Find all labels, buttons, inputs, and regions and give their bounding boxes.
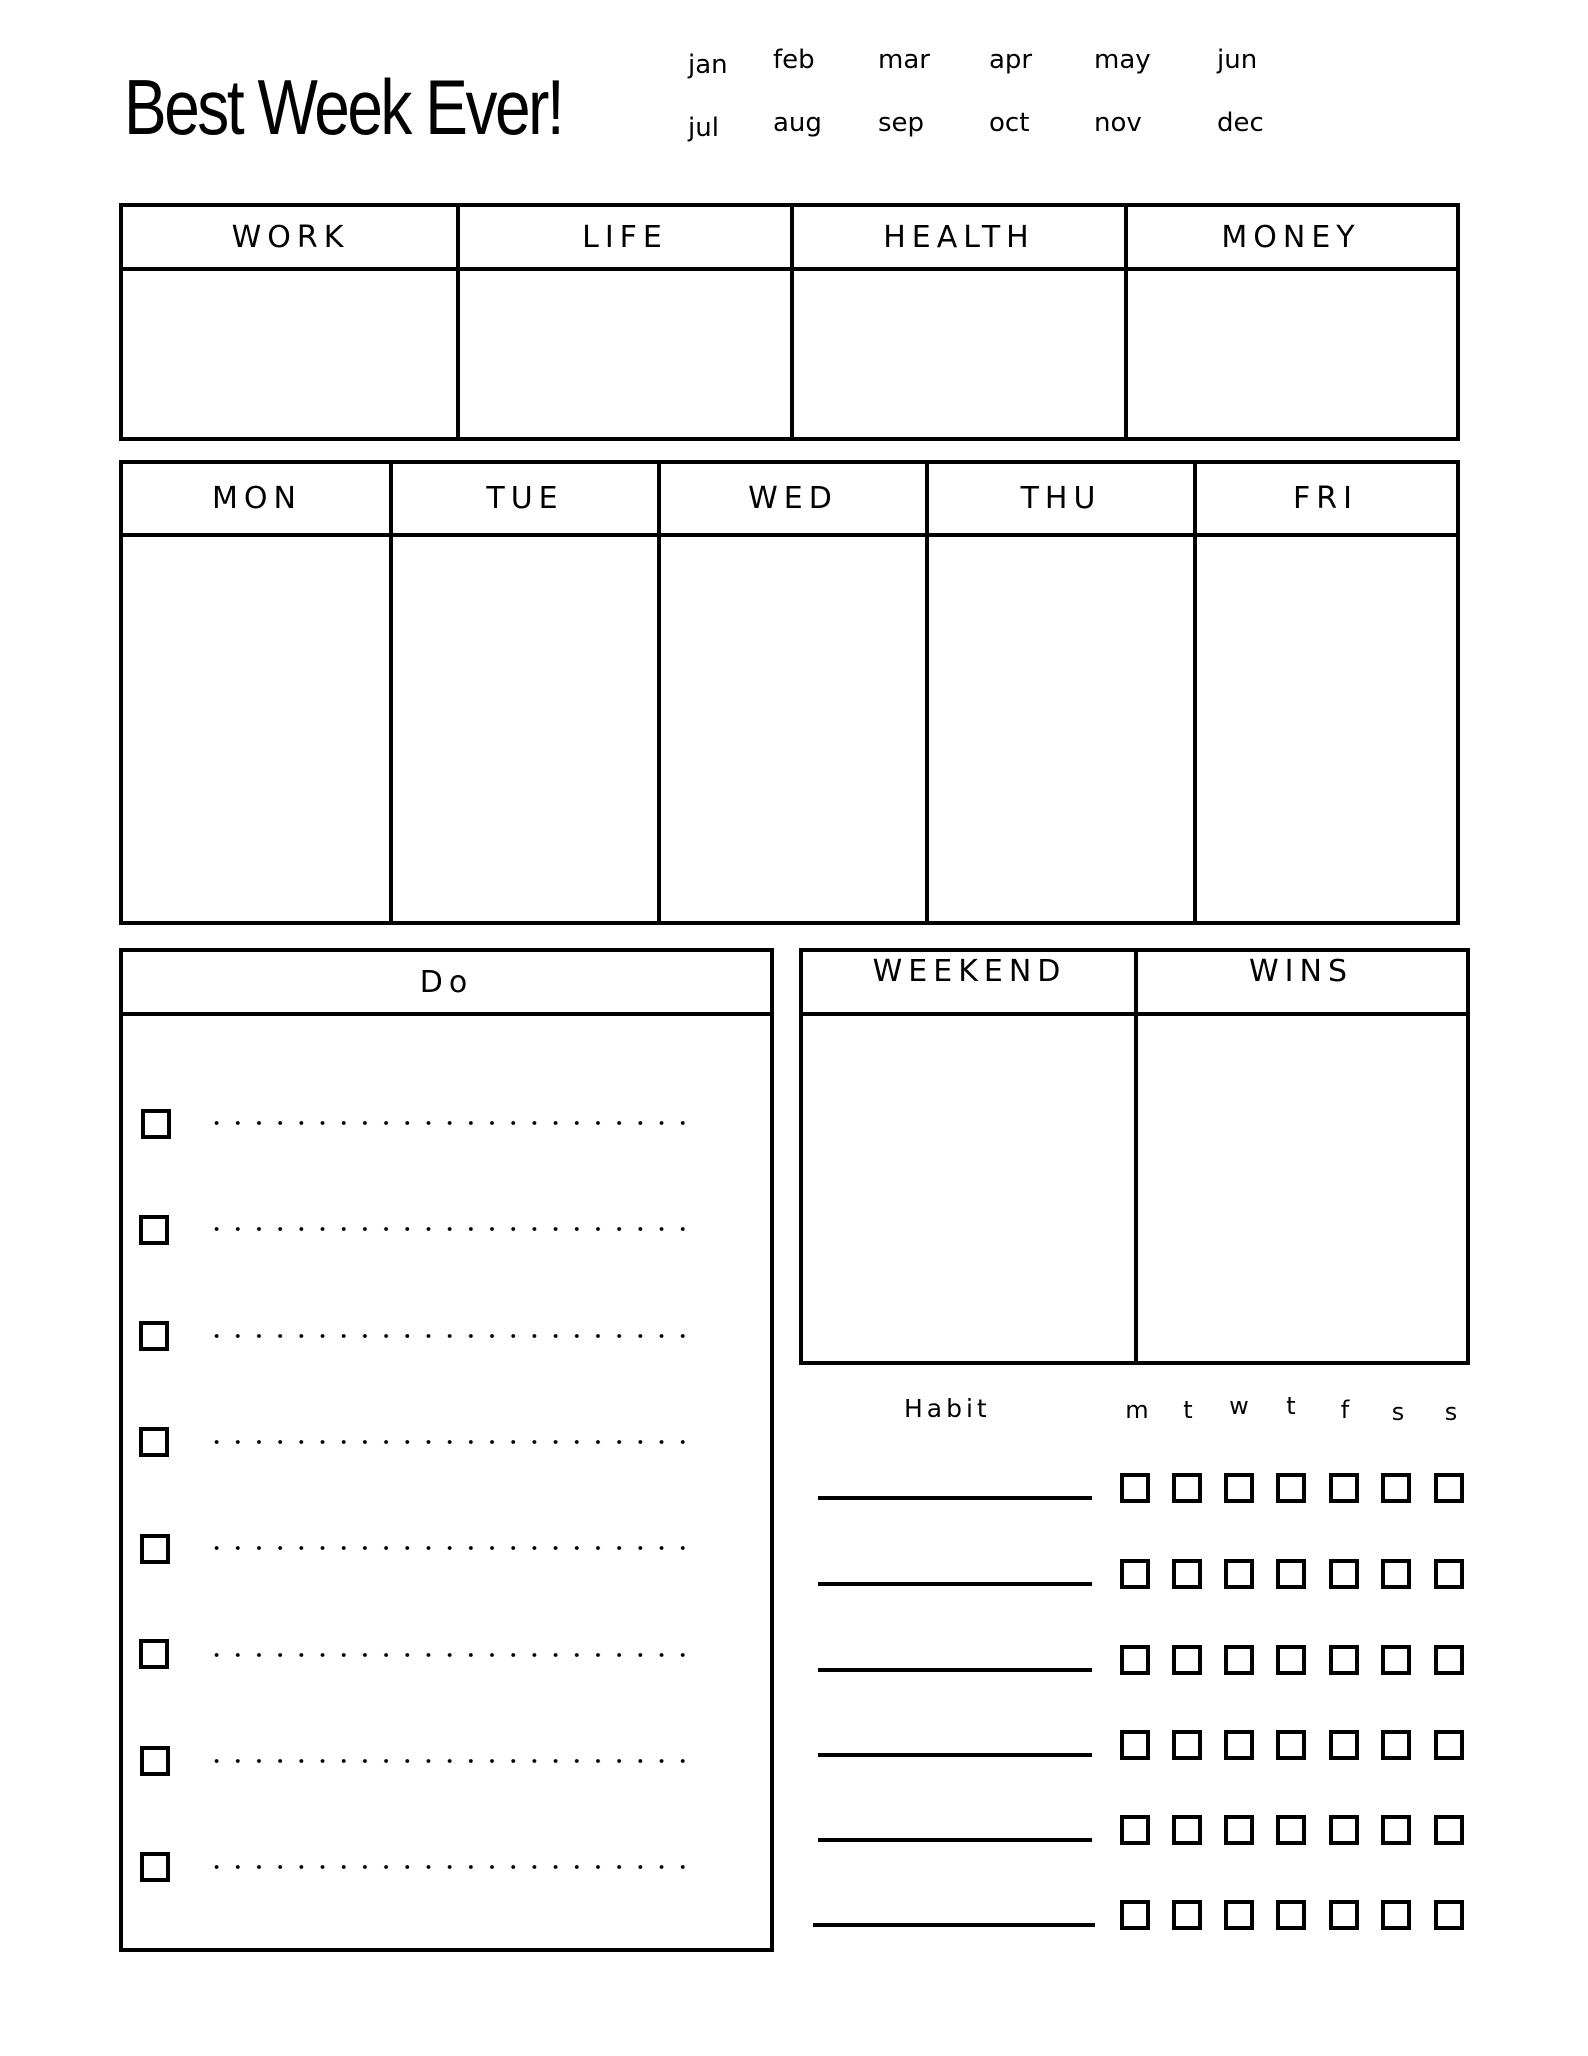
habit-checkbox[interactable] [1276, 1473, 1306, 1503]
todo-dotted-line [206, 1227, 696, 1231]
habit-name-line[interactable] [818, 1582, 1092, 1586]
habit-day-s: s [1391, 1398, 1405, 1426]
weekday-table [119, 460, 1460, 925]
habit-name-line[interactable] [818, 1838, 1092, 1842]
todo-checkbox[interactable] [140, 1746, 170, 1776]
weekend-wins-table [799, 948, 1470, 1365]
habit-checkbox[interactable] [1172, 1473, 1202, 1503]
divider [790, 207, 794, 437]
todo-checkbox[interactable] [139, 1215, 169, 1245]
habit-checkbox[interactable] [1224, 1645, 1254, 1675]
divider [925, 464, 929, 921]
habit-checkbox[interactable] [1434, 1559, 1464, 1589]
habit-checkbox[interactable] [1381, 1730, 1411, 1760]
habit-checkbox[interactable] [1381, 1900, 1411, 1930]
habit-day-f: f [1340, 1396, 1350, 1424]
habit-checkbox[interactable] [1224, 1730, 1254, 1760]
todo-checkbox[interactable] [141, 1109, 171, 1139]
habit-checkbox[interactable] [1172, 1815, 1202, 1845]
todo-dotted-line [206, 1546, 696, 1550]
habit-checkbox[interactable] [1120, 1473, 1150, 1503]
category-health-header: HEALTH [792, 207, 1126, 271]
todo-checkbox[interactable] [140, 1852, 170, 1882]
habit-checkbox[interactable] [1329, 1559, 1359, 1589]
weekday-tue-header: TUE [391, 464, 659, 537]
habit-checkbox[interactable] [1276, 1559, 1306, 1589]
habit-name-line[interactable] [818, 1496, 1092, 1500]
habit-checkbox[interactable] [1276, 1900, 1306, 1930]
todo-checkbox[interactable] [139, 1639, 169, 1669]
habit-name-line[interactable] [813, 1923, 1095, 1927]
divider [1124, 207, 1128, 437]
month-feb[interactable]: feb [773, 45, 815, 75]
habit-checkbox[interactable] [1224, 1473, 1254, 1503]
divider [657, 464, 661, 921]
habit-checkbox[interactable] [1434, 1730, 1464, 1760]
habit-checkbox[interactable] [1120, 1900, 1150, 1930]
month-jan[interactable]: jan [688, 50, 728, 80]
habit-checkbox[interactable] [1434, 1815, 1464, 1845]
month-apr[interactable]: apr [989, 45, 1033, 75]
todo-dotted-line [206, 1121, 696, 1125]
month-sep[interactable]: sep [878, 108, 925, 138]
todo-dotted-line [206, 1440, 696, 1444]
habit-checkbox[interactable] [1120, 1815, 1150, 1845]
habit-day-t: t [1183, 1396, 1193, 1424]
habit-checkbox[interactable] [1172, 1900, 1202, 1930]
habit-checkbox[interactable] [1329, 1900, 1359, 1930]
month-dec[interactable]: dec [1217, 108, 1264, 138]
habit-checkbox[interactable] [1329, 1645, 1359, 1675]
habit-checkbox[interactable] [1434, 1473, 1464, 1503]
habit-name-line[interactable] [818, 1668, 1092, 1672]
habit-checkbox[interactable] [1120, 1559, 1150, 1589]
habit-checkbox[interactable] [1329, 1473, 1359, 1503]
habit-day-w: w [1229, 1392, 1249, 1420]
habit-checkbox[interactable] [1434, 1900, 1464, 1930]
weekend-header: WEEKEND [803, 952, 1136, 1016]
category-work-header: WORK [123, 207, 458, 271]
todo-header: Do [123, 952, 770, 1016]
habit-checkbox[interactable] [1120, 1730, 1150, 1760]
divider [456, 207, 460, 437]
todo-dotted-line [206, 1653, 696, 1657]
month-jun[interactable]: jun [1217, 45, 1258, 75]
habit-checkbox[interactable] [1172, 1730, 1202, 1760]
wins-header: WINS [1136, 952, 1466, 1016]
todo-dotted-line [206, 1334, 696, 1338]
habit-day-s: s [1444, 1398, 1458, 1426]
todo-checkbox[interactable] [139, 1427, 169, 1457]
month-aug[interactable]: aug [773, 108, 822, 138]
habit-day-m: m [1125, 1396, 1149, 1424]
todo-dotted-line [206, 1865, 696, 1869]
divider [389, 464, 393, 921]
categories-table [119, 203, 1460, 441]
habit-checkbox[interactable] [1381, 1473, 1411, 1503]
habit-name-line[interactable] [818, 1753, 1092, 1757]
habit-header: Habit [904, 1394, 991, 1423]
month-mar[interactable]: mar [878, 45, 930, 75]
habit-checkbox[interactable] [1120, 1645, 1150, 1675]
habit-checkbox[interactable] [1329, 1815, 1359, 1845]
todo-checkbox[interactable] [140, 1534, 170, 1564]
habit-checkbox[interactable] [1224, 1559, 1254, 1589]
habit-checkbox[interactable] [1329, 1730, 1359, 1760]
habit-checkbox[interactable] [1381, 1559, 1411, 1589]
weekday-wed-header: WED [659, 464, 927, 537]
habit-checkbox[interactable] [1276, 1730, 1306, 1760]
habit-checkbox[interactable] [1224, 1815, 1254, 1845]
habit-day-t: t [1286, 1392, 1296, 1420]
month-may[interactable]: may [1094, 45, 1151, 75]
habit-checkbox[interactable] [1276, 1815, 1306, 1845]
divider [1193, 464, 1197, 921]
habit-checkbox[interactable] [1224, 1900, 1254, 1930]
weekday-mon-header: MON [123, 464, 391, 537]
month-jul[interactable]: jul [688, 113, 719, 143]
month-oct[interactable]: oct [989, 108, 1030, 138]
weekday-fri-header: FRI [1195, 464, 1456, 537]
page-title: Best Week Ever! [124, 63, 563, 151]
month-nov[interactable]: nov [1094, 108, 1142, 138]
habit-checkbox[interactable] [1172, 1559, 1202, 1589]
todo-panel [119, 948, 774, 1952]
todo-dotted-line [206, 1759, 696, 1763]
habit-checkbox[interactable] [1276, 1645, 1306, 1675]
weekday-thu-header: THU [927, 464, 1195, 537]
category-life-header: LIFE [458, 207, 792, 271]
habit-checkbox[interactable] [1381, 1645, 1411, 1675]
category-money-header: MONEY [1126, 207, 1456, 271]
habit-checkbox[interactable] [1381, 1815, 1411, 1845]
habit-checkbox[interactable] [1172, 1645, 1202, 1675]
divider [1134, 952, 1138, 1361]
todo-checkbox[interactable] [139, 1321, 169, 1351]
habit-checkbox[interactable] [1434, 1645, 1464, 1675]
